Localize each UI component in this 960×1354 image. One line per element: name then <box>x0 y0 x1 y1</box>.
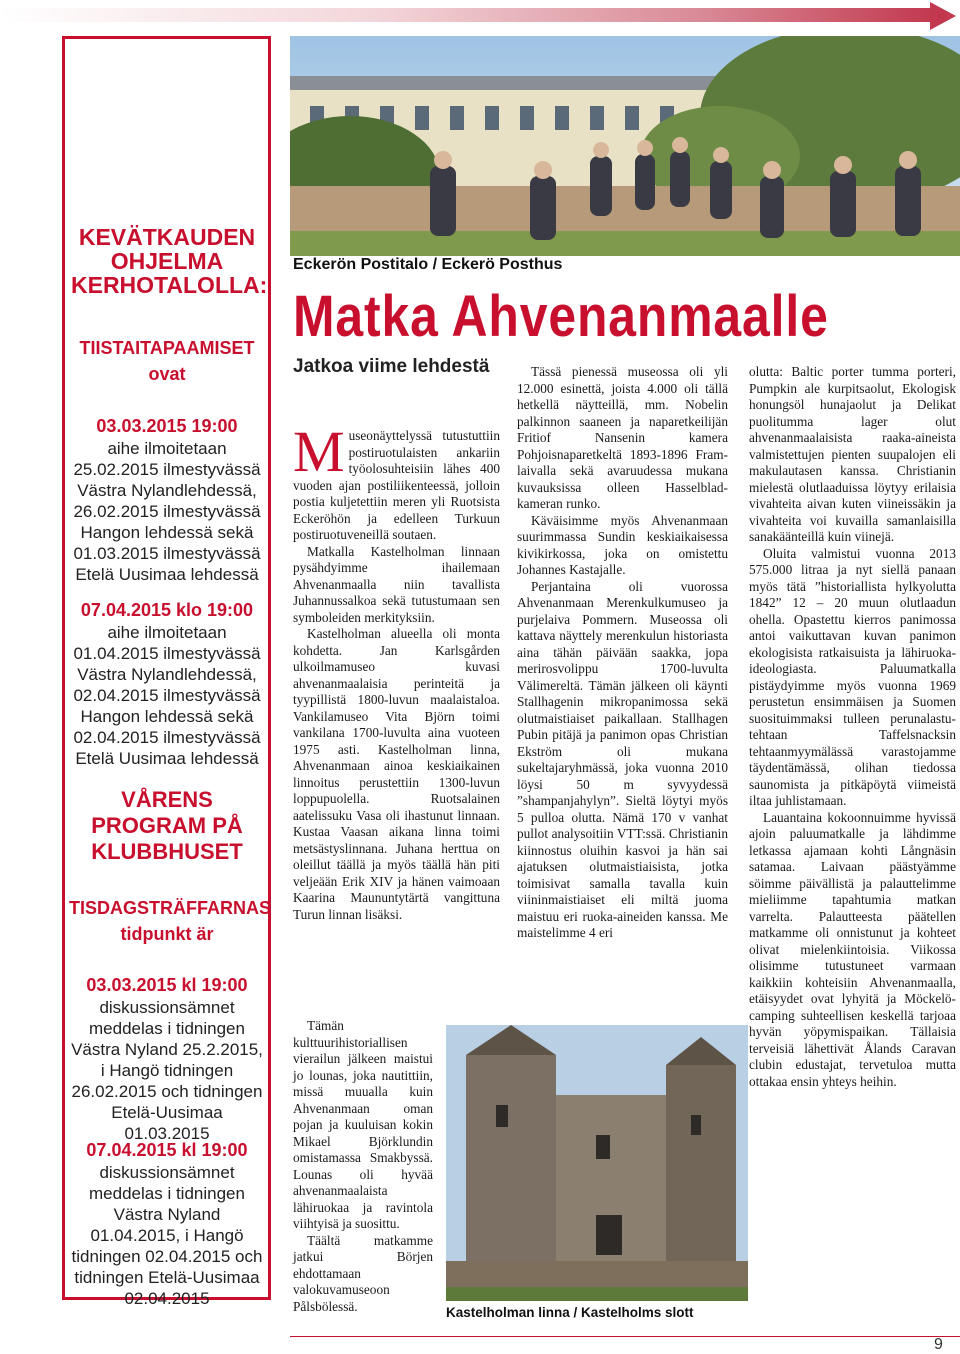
sidebar-heading-fi: KEVÄTKAUDEN OHJELMA KERHOTALOLLA: <box>71 224 268 298</box>
sidebar-event <box>69 415 265 585</box>
sidebar-event <box>69 1139 265 1309</box>
paragraph: Tässä pienessä museossa oli yli 12.000 esinettä, joista 4.000 oli tällä hetkellä näytteillä, mm. Nobelin palkinnon saaneen ja naparetkeilijän Fritiof Nansenin kamera Pohjoisnaparetkeltä 1893-1896 Fram-laivalla sekä avaruudessa mukana kuvauksissa olleen Hasselblad-kameran runko. <box>517 364 728 511</box>
paragraph: Perjantaina oli vuorossa Ahvenanmaan Merenkulkumuseo ja purjelaiva Pommern. Museossa oli kattava näyttely merenkulun historiasta aina tähän päivään saakka, jopa merirosvolippu 1700-luvulta Välimereltä. Tämän jälkeen oli käynti Stallhagenin mikropanimossa sekä olutmaistiaiset paikallaan. Stallhagen Pubin pitäjä ja panimon opas Christian Ekström oli mukana sukeltajaryhmässä, joka vuonna 2010 löysi 50 m syvyydessä ”shampanjahylyn”. Sieltä löytyi myös 5 pulloa olutta. Nämä 170 v vanhat pullot analysoitiin VTT:ssä. Christianin kiinnostus oluihin kasvoi ja hän sai ajatuksen olutmaistiaisista, jotka toimisivat samalla tavalla kuin viininmaistiaiset eli miltä juoma maistuu eri ruoka-aineiden kanssa. Me maistelimme 4 eri <box>517 578 728 940</box>
sidebar-sub-sv: TISDAGSTRÄFFARNAS tidpunkt är <box>69 898 271 944</box>
photo-caption: Kastelholman linna / Kastelholms slott <box>446 1305 694 1320</box>
group-photo <box>290 36 960 256</box>
sidebar-event <box>69 599 265 769</box>
paragraph: Oluita valmistui vuonna 2013 575.000 litraa ja nyt siellä panaan myös tätä ”historiallista hylkyolutta 1842” 12 – 20 muun olutlaadun ohella. Opastettu kierros panimossa antoi vaikuttavan kuvan panimon ekologisista ratkaisuista ja lähiruoka-ideologiasta. Paluumatkalla pistäydyimme myös vuonna 1969 perustetun ensimmäisen ja Suomen suosituimmaksi tulleen perunalastu-tehtaan Taffelsnacksin tehtaanmyymälässä varastojamme täydentämässä, olihan tiedossa saunomista ja pitkäpöytä viimeistä iltaa juhlistamaan. <box>749 545 956 808</box>
sidebar-heading-sv: VÅRENS PROGRAM PÅ KLUBBHUSET <box>91 787 243 864</box>
event-date: 03.03.2015 19:00 <box>96 416 238 436</box>
footer-divider <box>290 1336 960 1337</box>
article-kicker: Eckerön Postitalo / Eckerö Posthus <box>293 256 563 273</box>
group-photo-illustration <box>290 36 960 256</box>
event-text: aihe ilmoitetaan 25.02.2015 ilmestyvässä Västra Nylandlehdessä, 26.02.2015 ilmestyvässä Hangon lehdessä sekä 01.03.2015 ilmestyvässä Etelä Uusimaa lehdessä <box>73 439 261 584</box>
castle-illustration <box>446 1025 748 1301</box>
page-number: 9 <box>934 1336 943 1353</box>
paragraph: Täältä matkamme jatkui Börjen ehdottamaan valokuvamuseoon Pålsbölessä. <box>293 1232 433 1314</box>
event-date: 07.04.2015 kl 19:00 <box>86 1140 248 1160</box>
article-title: Matka Ahvenanmaalle <box>293 284 829 349</box>
paragraph: Matkalla Kastelholman linnaan pysähdyimme ihailemaan Ahvenanmaalla niin tavallista Juhannussalkoa sekä tutustumaan sen symboleiden merkityksiin. <box>293 543 500 625</box>
article-column-1 <box>293 419 500 923</box>
top-decoration <box>0 0 960 34</box>
paragraph: Museonäyttelyssä tutustuttiin postiruotulaisten ankariin työolosuhteisiin lähes 400 vuoden ajan postiliikenteessä, jolloin postia kuljetettiin meren yli Ruotsista Eckeröhön ja edelleen Turkuun postiruotuveneillä soutaen. <box>293 419 500 542</box>
event-date: 03.03.2015 kl 19:00 <box>86 975 248 995</box>
paragraph: Tämän kulttuurihistoriallisen vierailun jälkeen maistui jo lounas, joka nautittiin, missä muualla kuin Ahvenanmaan oman pojan ja kuuluisan kokin Mikael Björklundin omistamassa Smakbyssä. Lounas oli hyvää ahvenanmaalaista lähiruokaa ja ravintola viihtyisä ja suosittu. <box>293 1018 433 1231</box>
paragraph: Kastelholman alueella oli monta kohdetta. Jan Karlsgården ulkoilmamuseo kuvasi ahvenanmaalaisia perinteitä ja tyypillistä 1800-luvun maalaistaloa. Vankilamuseo Vita Björn toimi vankilana 1700-luvulta aina vuoteen 1975 asti. Kastelholman linna, Ahvenanmaan ainoa keskiaikainen linnoitus perustettiin 1300-luvun loppupuolella. Ruotsalainen aatelissuku Vasa oli ihastunut linnaan. Kustaa Vaasan aikana linna toimi metsästyslinnana. Juhana herttua on oleillut täällä ja myös täällä hän piti veljeään Erik XIV ja hänen vaimoaan Kaarina Maununtytärtä vangittuna Turun linnan lisäksi. <box>293 626 500 922</box>
paragraph: olutta: Baltic porter tumma porteri, Pumpkin ale kurpitsaolut, Ekologisk honungsöl hunajaolut ja Delikat puolitumma lager olut ahvenanmaalaisista raaka-aineista valmistettujen pienten suupalojen eli makulautasen kanssa. Christianin mielestä olutlaaduissa löytyy erilaisia vivahteita aivan kuten viineissäkin ja vivahteita voi kuvailla samanlaisilla sanakäänteillä kuin viinejä. <box>749 364 956 544</box>
article-column-1-cont <box>293 1018 433 1315</box>
arrow-right-icon <box>930 2 956 30</box>
article-column-3 <box>749 364 956 1090</box>
castle-photo <box>446 1025 748 1301</box>
dropcap-letter: M <box>293 419 345 484</box>
event-text: diskussionsämnet meddelas i tidningen Västra Nyland 01.04.2015, i Hangö tidningen 02.04.2015 och tidningen Etelä-Uusimaa 02.04.2015 <box>71 1163 263 1308</box>
sidebar-sub-fi: TIISTAITAPAAMISET ovat <box>79 338 255 384</box>
event-text: diskussionsämnet meddelas i tidningen Västra Nyland 25.2.2015, i Hangö tidningen 26.02.2015 och tidningen Etelä-Uusimaa 01.03.2015 <box>71 998 263 1143</box>
article-column-2 <box>517 364 728 942</box>
paragraph: Käväisimme myös Ahvenanmaan suurimmassa Sundin keskiaikaisessa kivikirkossa, joka on omistettu Johannes Kastajalle. <box>517 512 728 577</box>
event-date: 07.04.2015 klo 19:00 <box>80 600 254 620</box>
sidebar-event <box>69 974 265 1144</box>
paragraph: Lauantaina kokoonnuimme hyvissä ajoin paluumatkalle ja lähdimme letkassa ajamaan kohti Långnäsin satamaa. Laivaan päästyämme söimme päivällistä ja palauttelimme mieliimme tapahtumia matkan varrelta. Palautteesta päätellen matkamme oli onnistunut ja kohteet olivat mielenkiintoisia. Viikossa olisimme tutustuneet varmaan kaikkiin kohteisiin Ahvenanmaalla, etäisyydet ovat lyhyitä ja Möckelö-camping suhteellisen keskellä tarjoaa hyvän yöpymispaikan. Tällaisia terveisiä lähettivät Ålands Caravan clubin edustajat, tervetuloa mutta ottakaa ensin yhteys heihin. <box>749 809 956 1089</box>
top-gradient-bar <box>0 8 935 22</box>
article-lead: Jatkoa viime lehdestä <box>293 356 490 377</box>
sidebar-program-box <box>62 36 271 1308</box>
event-text: aihe ilmoitetaan 01.04.2015 ilmestyvässä Västra Nylandlehdessä, 02.04.2015 ilmestyvässä Hangon lehdessä sekä 02.04.2015 ilmestyvässä Etelä Uusimaa lehdessä <box>73 623 261 768</box>
